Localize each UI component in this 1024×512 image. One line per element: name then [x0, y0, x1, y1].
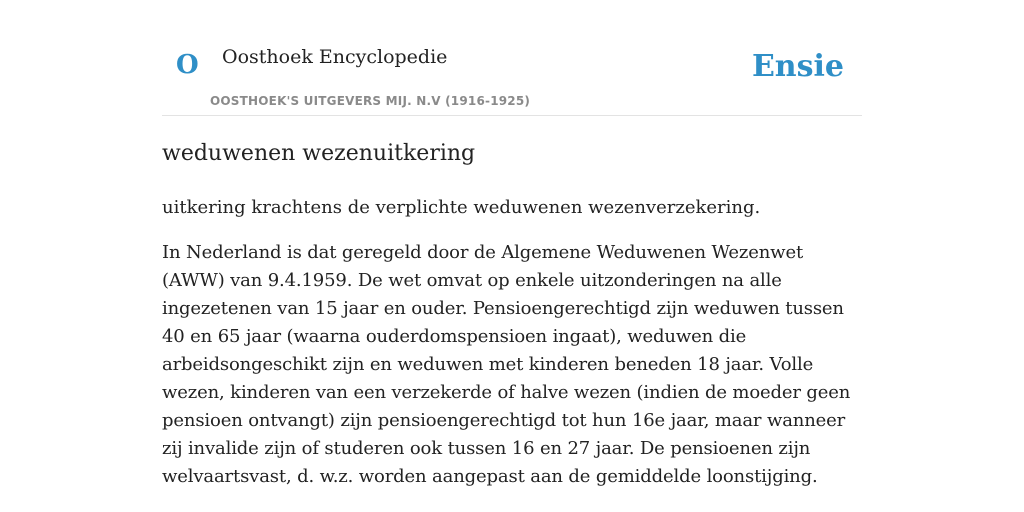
publisher-label: OOSTHOEK'S UITGEVERS MIJ. N.V (1916-1925)	[210, 94, 531, 108]
header	[162, 0, 862, 116]
entry-definition: uitkering krachtens de verplichte weduwenen wezenverzekering.	[162, 197, 761, 218]
logo-mark[interactable]: O	[176, 50, 199, 80]
entry-body: In Nederland is dat geregeld door de Algemene Weduwenen Wezenwet (AWW) van 9.4.1959. De wet omvat op enkele uitzonderingen na alle ingezetenen van 15 jaar en ouder. Pensioengerechtigd zijn weduwen tussen 40 en 65 jaar (waarna ouderdomspensioen ingaat), weduwen die arbeidsongeschikt zijn en weduwen met kinderen beneden 18 jaar. Volle wezen, kinderen van een verzekerde of halve wezen (indien de moeder geen pensioen ontvangt) zijn pensioengerechtigd tot hun 16e jaar, maar wanneer zij invalide zijn of studeren ook tussen 16 en 27 jaar. De pensioenen zijn welvaartsvast, d. w.z. worden aangepast aan de gemiddelde loonstijging.	[162, 242, 851, 487]
page-container	[162, 0, 862, 487]
ensie-logo-link[interactable]: Ensie	[751, 49, 844, 84]
entry-title: weduwenen wezenuitkering	[162, 141, 476, 166]
book-title-link[interactable]: Oosthoek Encyclopedie	[222, 46, 448, 68]
